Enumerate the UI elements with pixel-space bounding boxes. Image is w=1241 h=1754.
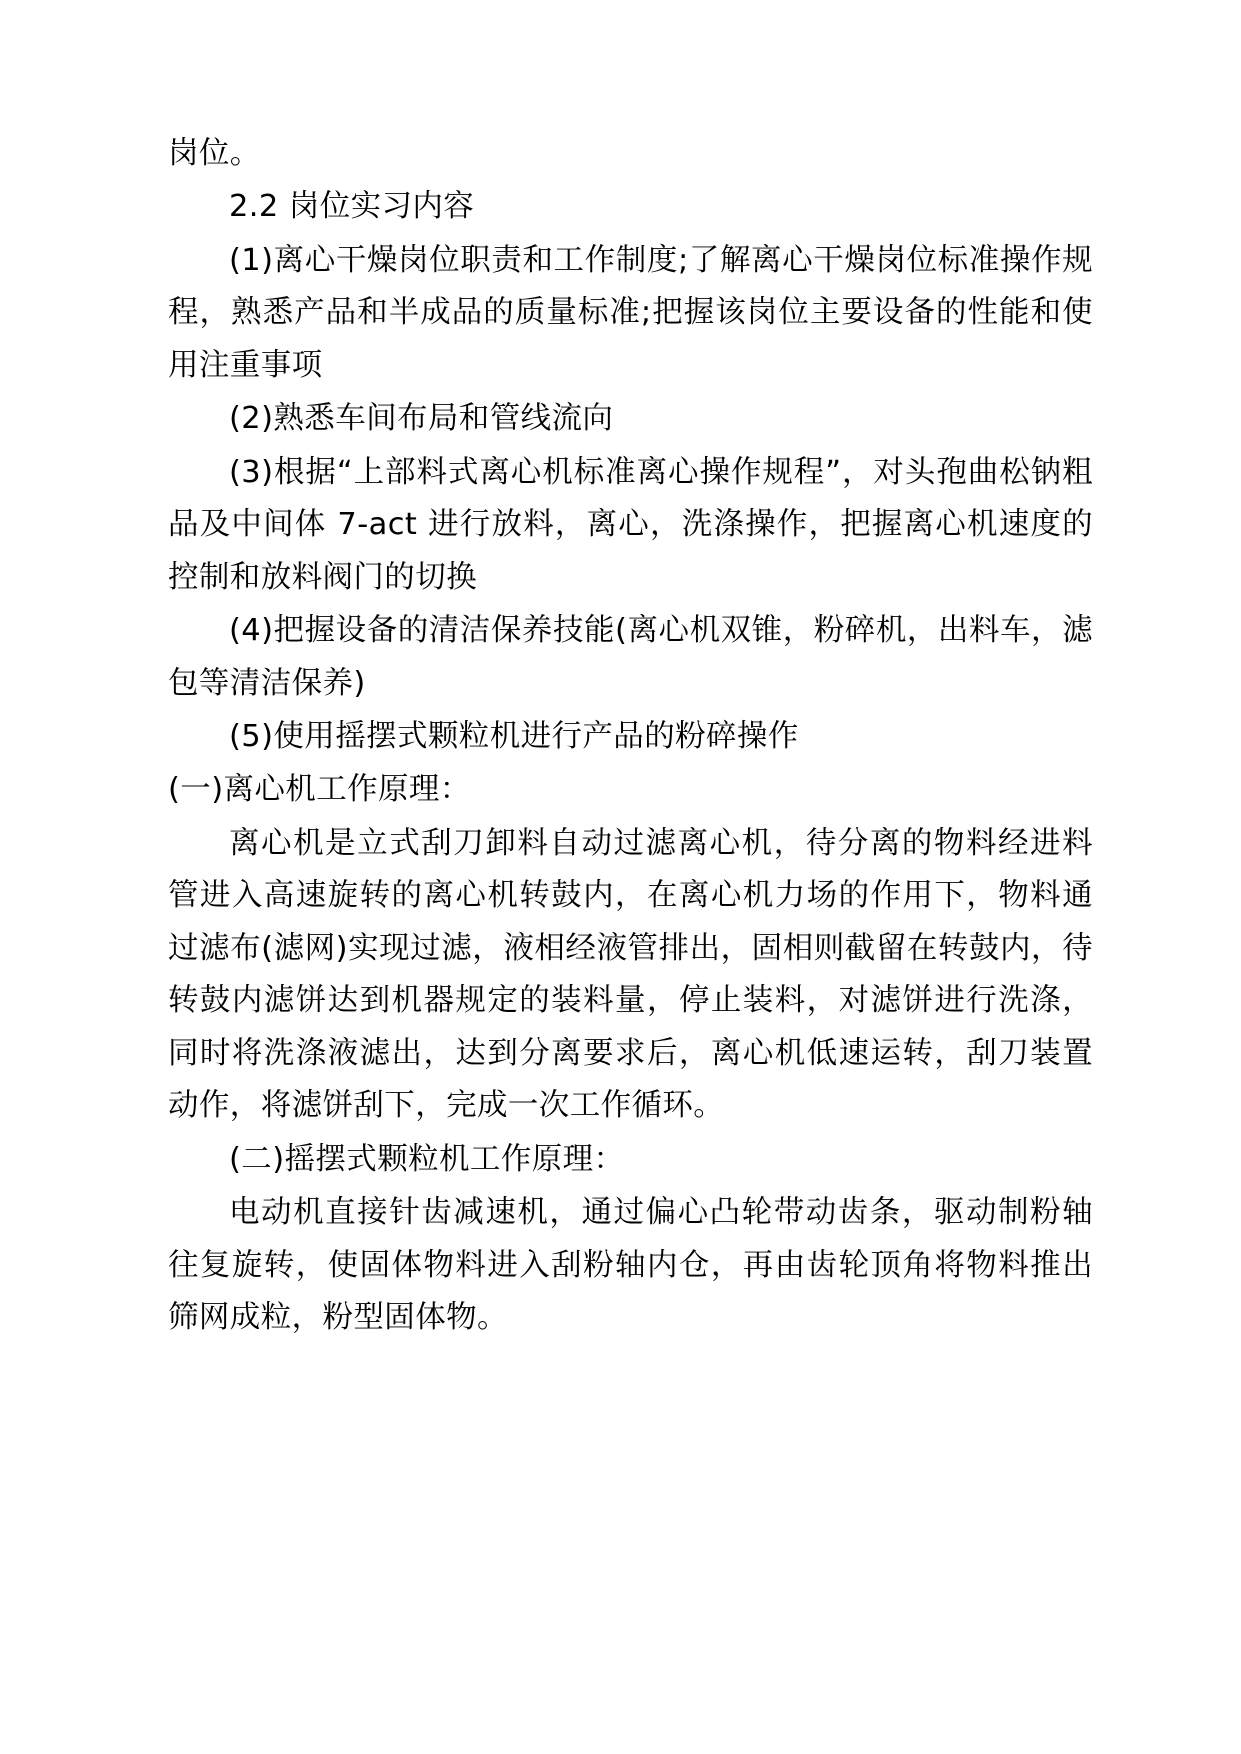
paragraph: (3)根据“上部料式离心机标准离心操作规程”，对头孢曲松钠粗品及中间体 7-act 进行放料，离心，洗涤操作，把握离心机速度的控制和放料阀门的切换 (168, 454, 1093, 595)
paragraph-subsection-heading: (一)离心机工作原理： (168, 772, 471, 808)
paragraph: (1)离心干燥岗位职责和工作制度;了解离心干燥岗位标准操作规程，熟悉产品和半成品的质量标准;把握该岗位主要设备的性能和使用注重事项 (168, 242, 1093, 383)
paragraph: (5)使用摇摆式颗粒机进行产品的粉碎操作 (229, 718, 799, 754)
paragraph: 电动机直接针齿减速机，通过偏心凸轮带动齿条，驱动制粉轴往复旋转，使固体物料进入刮粉轴内仓，再由齿轮顶角将物料推出筛网成粒，粉型固体物。 (168, 1195, 1093, 1335)
paragraph: 岗位。 (168, 136, 261, 171)
paragraph-section-heading: 2.2 岗位实习内容 (229, 189, 475, 225)
paragraph: (4)把握设备的清洁保养技能(离心机双锥，粉碎机，出料车，滤包等清洁保养) (168, 613, 1093, 701)
paragraph: 离心机是立式刮刀卸料自动过滤离心机，待分离的物料经进料管进入高速旋转的离心机转鼓内，在离心机力场的作用下，物料通过滤布(滤网)实现过滤，液相经液管排出，固相则截留在转鼓内，待转鼓内滤饼达到机器规定的装料量，停止装料，对滤饼进行洗涤，同时将洗涤液滤出，达到分离要求后，离心机低速运转，刮刀装置动作，将滤饼刮下，完成一次工作循环。 (168, 825, 1093, 1124)
paragraph-subsection-heading: (二)摇摆式颗粒机工作原理： (229, 1141, 625, 1177)
paragraph: (2)熟悉车间布局和管线流向 (229, 401, 614, 437)
document-body (168, 128, 1093, 1344)
